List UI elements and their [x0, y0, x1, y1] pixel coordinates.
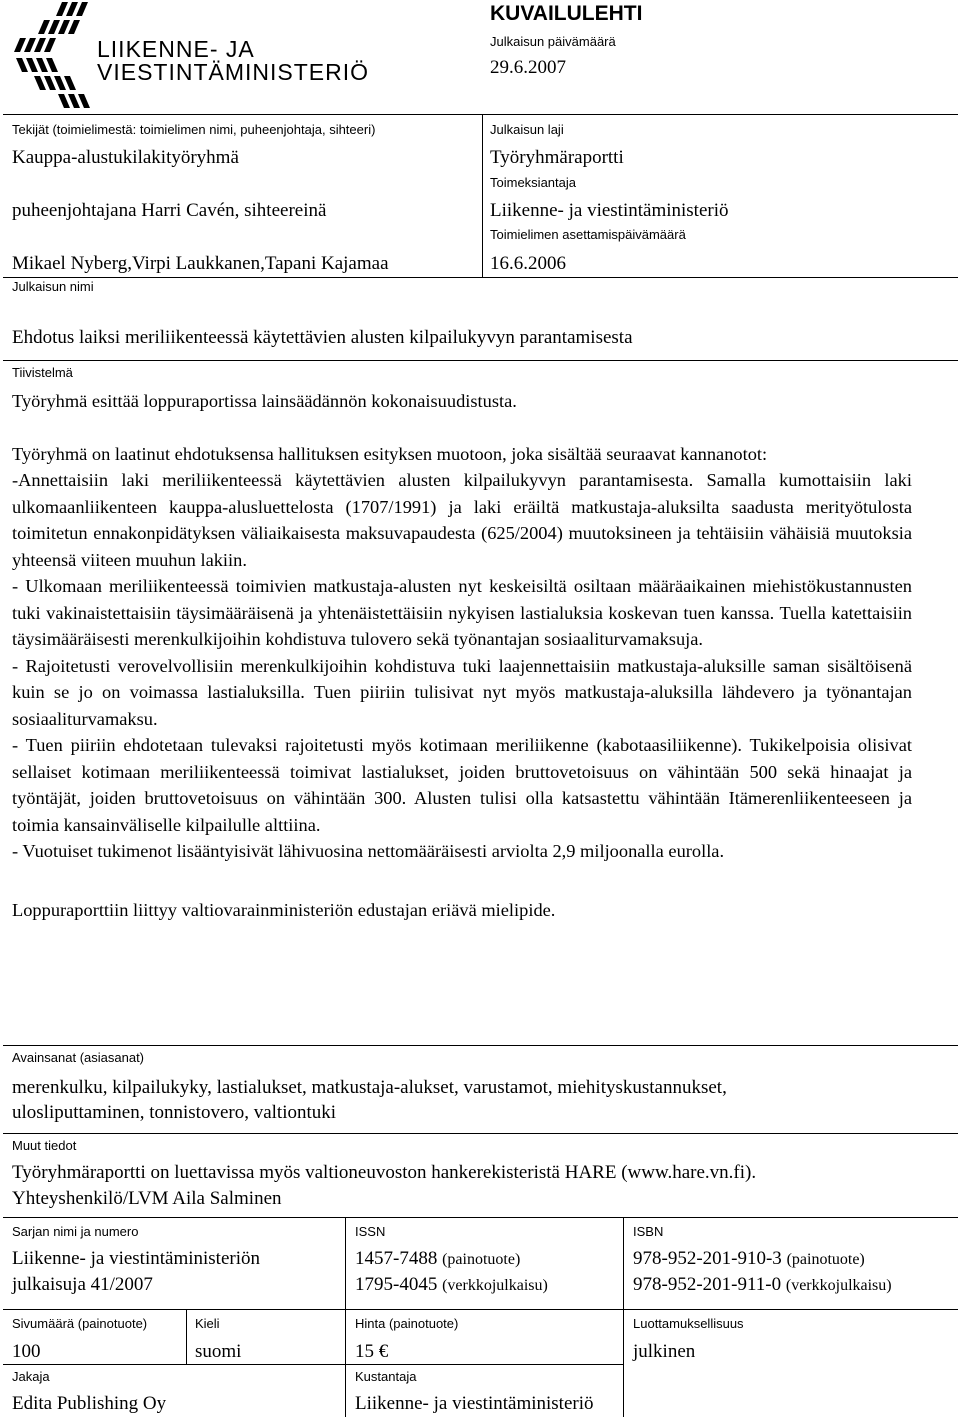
commissioner: Liikenne- ja viestintäministeriö	[490, 200, 729, 221]
set-date: 16.6.2006	[490, 253, 566, 274]
publisher-label: Kustantaja	[355, 1369, 417, 1384]
authors-group: Kauppa-alustukilakityöryhmä	[12, 147, 239, 168]
set-date-label: Toimielimen asettamispäivämäärä	[490, 227, 686, 242]
divider	[623, 1217, 624, 1417]
other-info-label: Muut tiedot	[12, 1138, 77, 1153]
keywords-line: merenkulku, kilpailukyky, lastialukset, matkustaja-alukset, varustamot, miehityskustannukset,	[12, 1077, 727, 1098]
summary-paragraph: Työryhmä on laatinut ehdotuksensa hallituksen esityksen muotoon, joka sisältää seuraavat kannanotot:	[12, 443, 768, 464]
isbn-label: ISBN	[633, 1224, 664, 1239]
series-number: julkaisuja 41/2007	[12, 1274, 153, 1295]
distributor-label: Jakaja	[12, 1369, 50, 1384]
divider	[3, 1217, 958, 1218]
isbn-print-value: 978-952-201-910-3	[633, 1248, 782, 1269]
keywords-line: ulosliputtaminen, tonnistovero, valtiontuki	[12, 1102, 337, 1123]
isbn-print-note: (painotuote)	[786, 1251, 865, 1268]
isbn-web-value: 978-952-201-911-0	[633, 1274, 782, 1295]
language-value: suomi	[195, 1341, 242, 1362]
distributor-value: Edita Publishing Oy	[12, 1393, 167, 1414]
ministry-logo-mark-icon	[10, 0, 90, 112]
publication-date-label: Julkaisun päivämäärä	[490, 34, 616, 49]
pages-value: 100	[12, 1341, 41, 1362]
summary-label: Tiivistelmä	[12, 365, 73, 380]
summary-body	[12, 388, 912, 923]
isbn-web-note: (verkkojulkaisu)	[785, 1277, 892, 1294]
price-value: 15 €	[355, 1341, 389, 1362]
summary-paragraph: - Vuotuiset tukimenot lisääntyisivät lähivuosina nettomääräisesti arviolta 2,9 miljoonalla eurolla.	[12, 841, 725, 861]
publication-type-label: Julkaisun laji	[490, 122, 564, 137]
isbn-web	[633, 1273, 892, 1297]
authors-label: Tekijät (toimielimestä: toimielimen nimi, puheenjohtaja, sihteeri)	[12, 122, 376, 137]
publisher-value: Liikenne- ja viestintäministeriö	[355, 1393, 594, 1414]
publication-date: 29.6.2007	[490, 57, 566, 78]
issn-print-value: 1457-7488	[355, 1248, 438, 1269]
keywords-label: Avainsanat (asiasanat)	[12, 1050, 145, 1065]
divider	[3, 277, 958, 278]
summary-paragraph: - Rajoitetusti verovelvollisiin merenkulkijoihin kohdistuva tuki laajennettaisiin matkustaja-aluksille saman sisältöisenä kuin se jo on voimassa lastialuksilla. Tuen piiriin tulisivat nyt myös matkustaja-aluksilla lähdevero ja työnantajan sosiaaliturvamaksu.	[12, 655, 912, 729]
summary-paragraph: - Ulkomaan meriliikenteessä toimivien matkustaja-alusten nyt keskeisiltä osiltaan määräaikainen miehistökustannusten tuki vakinaistettaisiin täysimääräisenä ja yhtenäistettäisiin nykyisen lastialuksia koskevan tuen kanssa. Tuella katettaisiin täysimääräisesti merenkulkijoihin kohdistuva tulovero sekä työnantajan sosiaaliturvamaksuja.	[12, 576, 912, 649]
isbn-print	[633, 1247, 865, 1271]
divider	[3, 1045, 958, 1046]
issn-label: ISSN	[355, 1224, 386, 1239]
pages-label: Sivumäärä (painotuote)	[12, 1316, 148, 1331]
publication-title: Ehdotus laiksi meriliikenteessä käytettävien alusten kilpailukyvyn parantamisesta	[12, 327, 633, 348]
publication-title-label: Julkaisun nimi	[12, 279, 94, 294]
logo-text-line2: VIESTINTÄMINISTERIÖ	[97, 59, 370, 85]
other-info-line: Yhteyshenkilö/LVM Aila Salminen	[12, 1188, 282, 1209]
issn-print-note: (painotuote)	[442, 1251, 521, 1268]
divider	[345, 1364, 623, 1365]
authors-chair: puheenjohtajana Harri Cavén, sihteereinä	[12, 200, 327, 221]
divider	[3, 1133, 958, 1134]
divider	[345, 1217, 346, 1417]
divider	[186, 1309, 187, 1364]
divider	[482, 114, 483, 277]
series-label: Sarjan nimi ja numero	[12, 1224, 139, 1239]
series-name: Liikenne- ja viestintäministeriön	[12, 1248, 260, 1269]
logo-text-line1: LIIKENNE- JA	[97, 36, 255, 62]
summary-paragraph: -Annettaisiin laki meriliikenteessä käytettävien alusten kilpailukyvyn parantamisesta. Samalla kumottaisiin laki ulkomaanliikenteen kauppa-alusluettelosta (1707/1991) ja laki eräiltä matkustaja-aluksilta saadusta merityötulosta toimitetun ennakonpidätyksen väliaikaisesta maksuvapaudesta (625/2004) muutoksineen ja tehtäisiin vähäisiä muutoksia yhteensä viiteen muuhun lakiin.	[12, 470, 912, 570]
confidentiality-label: Luottamuksellisuus	[633, 1316, 744, 1331]
issn-print	[355, 1247, 520, 1271]
confidentiality-value: julkinen	[633, 1341, 696, 1362]
language-label: Kieli	[195, 1316, 220, 1331]
commissioner-label: Toimeksiantaja	[490, 175, 576, 190]
summary-paragraph: - Tuen piiriin ehdotetaan tulevaksi rajoitetusti myös kotimaan meriliikenne (kabotaasiliikenne). Tukikelpoisia olisivat sellaiset kotimaan meriliikenteessä toimivat lastialukset, joiden bruttovetoisuus on vähintään 500 sekä hinaajat ja työntäjät, joiden bruttovetoisuus on vähintään 300. Alusten tulisi olla katsastettu vähintään Itämerenliikenteeseen ja toimia kansainväliselle kilpailulle alttiina.	[12, 735, 912, 835]
other-info-line: Työryhmäraportti on luettavissa myös valtioneuvoston hankerekisteristä HARE (www.hare.vn.fi).	[12, 1162, 757, 1183]
publication-type: Työryhmäraportti	[490, 147, 624, 168]
issn-web	[355, 1273, 548, 1297]
price-label: Hinta (painotuote)	[355, 1316, 459, 1331]
divider	[3, 114, 958, 115]
divider	[3, 1364, 345, 1365]
issn-web-value: 1795-4045	[355, 1274, 438, 1295]
issn-web-note: (verkkojulkaisu)	[442, 1277, 548, 1294]
authors-secretaries: Mikael Nyberg,Virpi Laukkanen,Tapani Kajamaa	[12, 253, 389, 274]
divider	[3, 360, 958, 361]
document-type-heading: KUVAILULEHTI	[490, 2, 643, 25]
summary-paragraph: Työryhmä esittää loppuraportissa lainsäädännön kokonaisuudistusta.	[12, 391, 517, 411]
ministry-logo	[10, 0, 90, 112]
summary-paragraph: Loppuraporttiin liittyy valtiovarainministeriön edustajan eriävä mielipide.	[12, 899, 556, 920]
divider	[3, 1309, 958, 1310]
